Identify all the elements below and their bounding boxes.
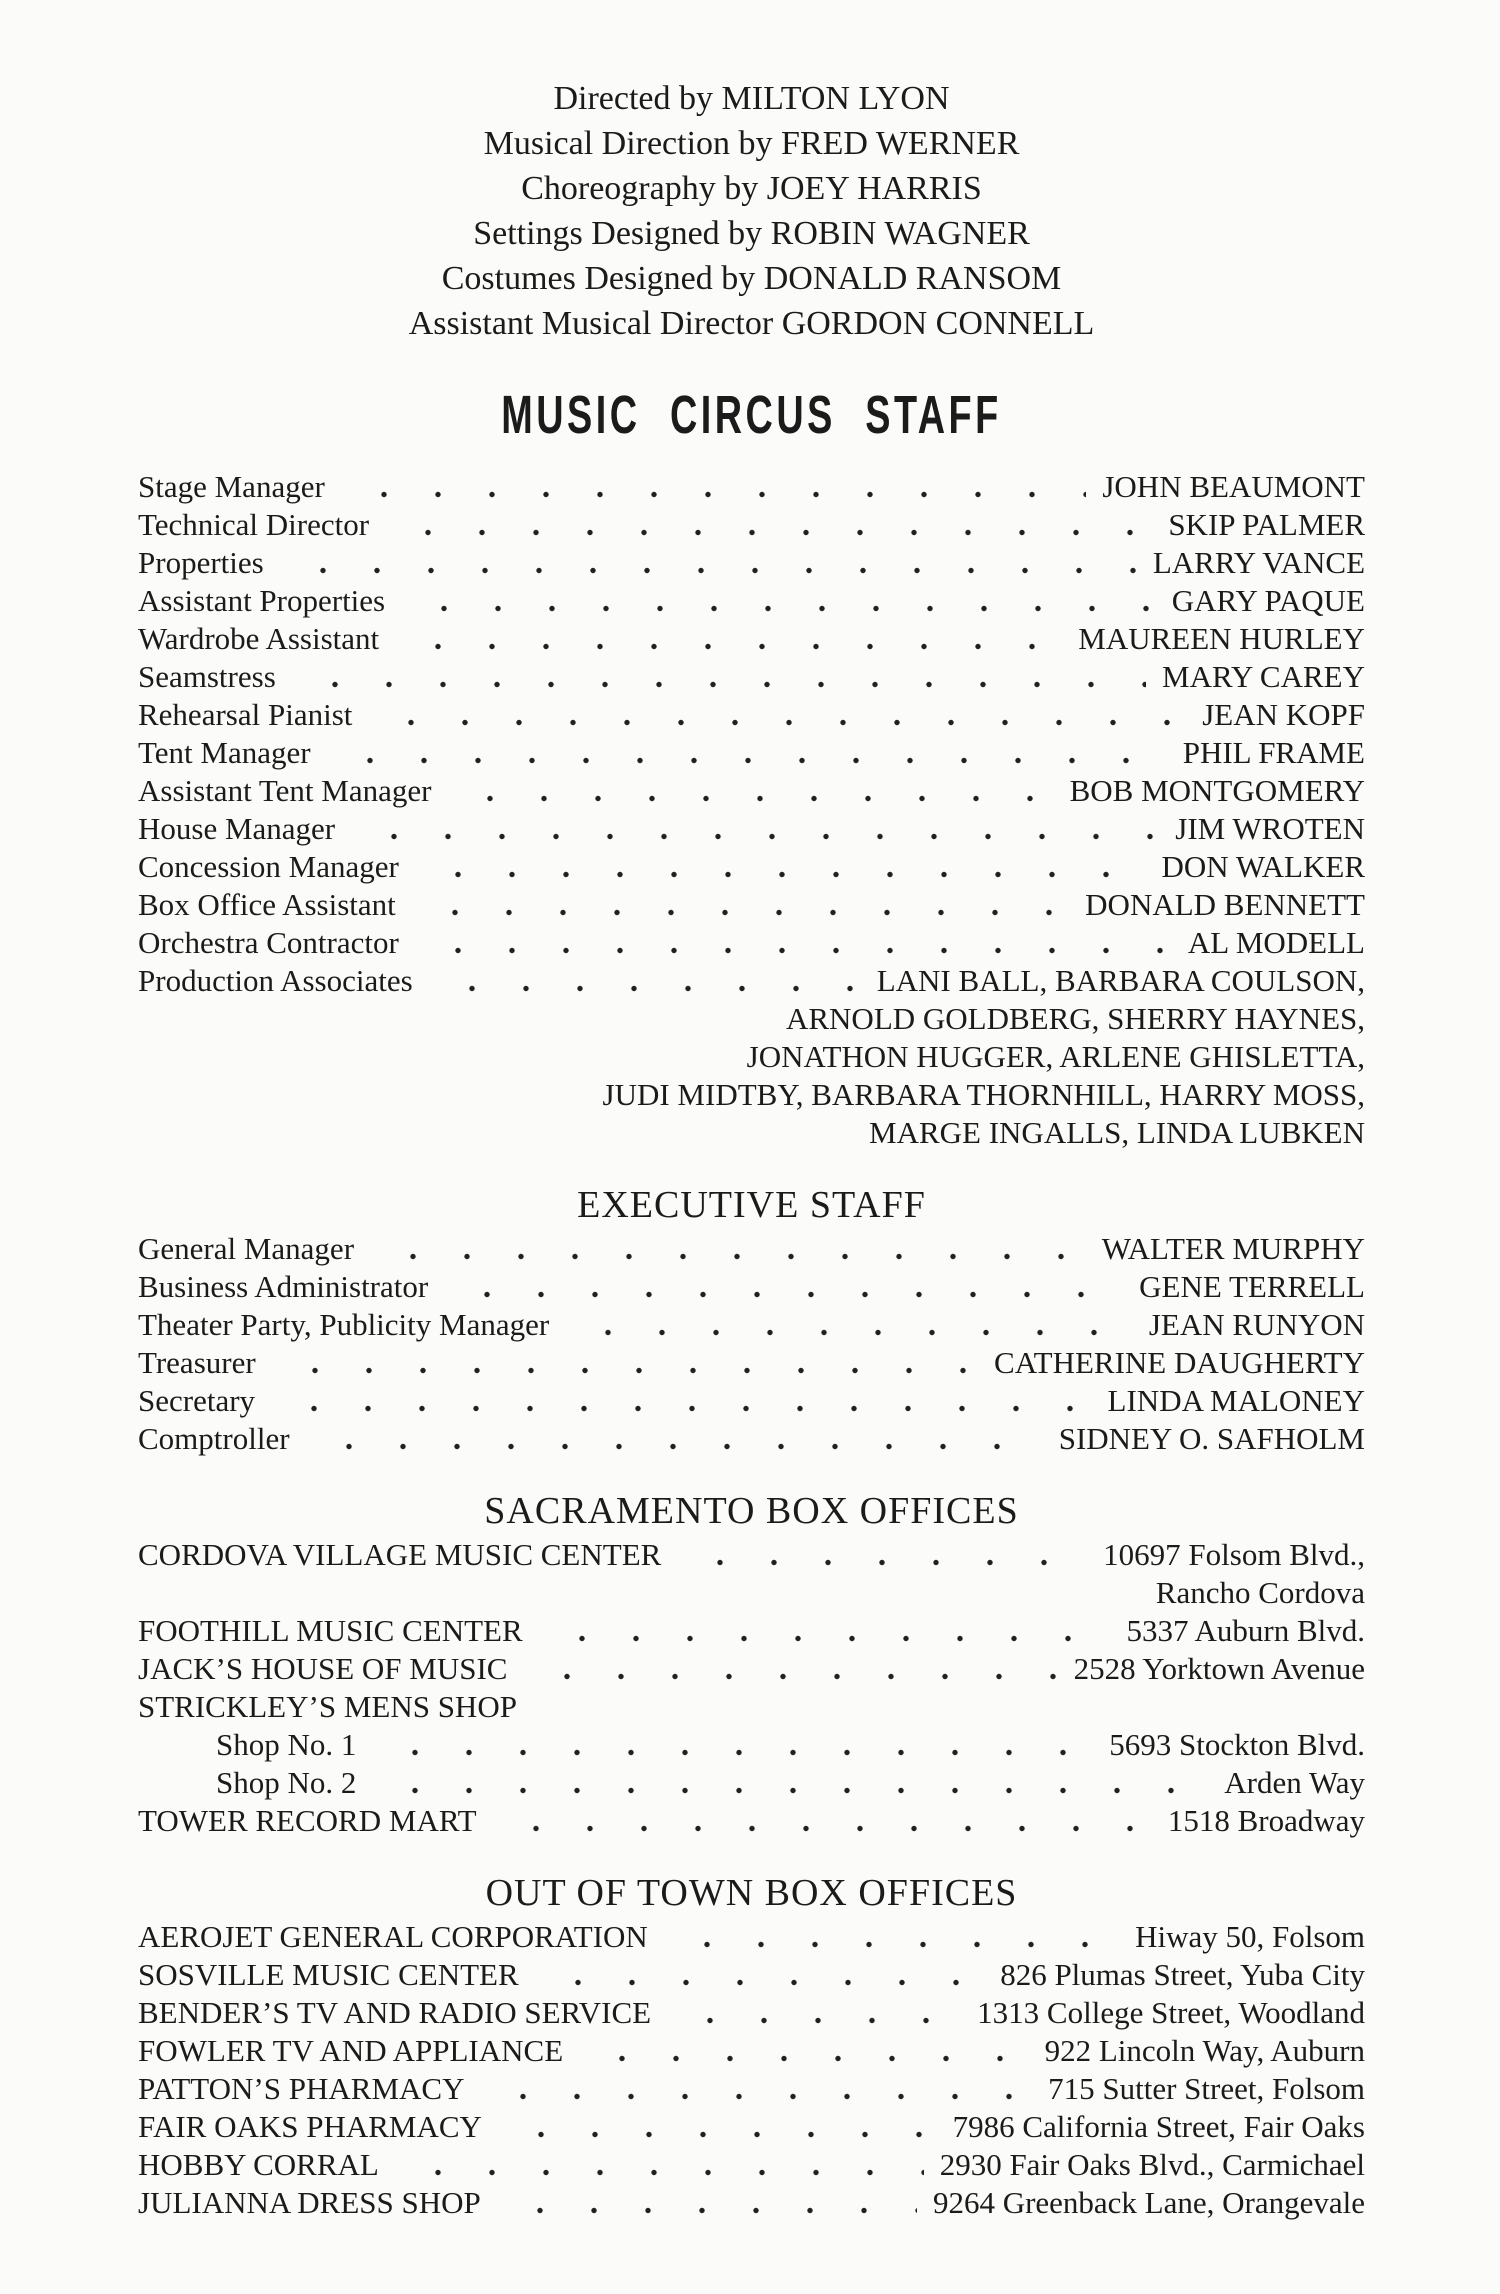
row-value: MARY CAREY (1162, 659, 1365, 694)
section-heading: SACRAMENTO BOX OFFICES (484, 1490, 1019, 1532)
dot-leader (314, 1420, 1043, 1458)
table-row (138, 1420, 1365, 1458)
dot-leader (501, 1802, 1152, 1840)
table-row (138, 468, 1365, 506)
row-value: 2528 Yorktown Avenue (1073, 1651, 1365, 1686)
row-value: 10697 Folsom Blvd., (1103, 1537, 1365, 1572)
row-value: 5693 Stockton Blvd. (1109, 1727, 1365, 1762)
dot-leader (587, 2032, 1028, 2070)
row-value: LANI BALL, BARBARA COULSON, (876, 963, 1365, 998)
dot-leader (532, 1650, 1058, 1688)
dot-leader (437, 962, 861, 1000)
section-music-circus-staff (138, 385, 1365, 1152)
credit-line: Assistant Musical Director GORDON CONNELL (408, 305, 1095, 342)
row-label: Properties (138, 545, 264, 580)
staff-sections (138, 385, 1365, 2222)
credit-line: Choreography by JOEY HARRIS (521, 170, 982, 207)
row-label: Orchestra Contractor (138, 925, 399, 960)
table-row (138, 1268, 1365, 1306)
row-label: JACK’S HOUSE OF MUSIC (138, 1651, 508, 1686)
row-label: FOWLER TV AND APPLIANCE (138, 2033, 564, 2068)
row-label: HOBBY CORRAL (138, 2147, 379, 2182)
table-row (138, 2184, 1365, 2222)
dot-leader (455, 772, 1053, 810)
table-row (138, 696, 1365, 734)
row-label: Tent Manager (138, 735, 311, 770)
dot-leader (393, 506, 1152, 544)
row-label: Assistant Properties (138, 583, 386, 618)
table-row (138, 1994, 1365, 2032)
dot-leader (488, 2070, 1032, 2108)
dot-leader (672, 1918, 1119, 1956)
row-value: 826 Plumas Street, Yuba City (1000, 1957, 1365, 1992)
row-label: Treasurer (138, 1345, 256, 1380)
row-value: SKIP PALMER (1168, 507, 1365, 542)
row-label: Theater Party, Publicity Manager (138, 1307, 550, 1342)
table-row (138, 1956, 1365, 1994)
row-label: Shop No. 1 (216, 1727, 357, 1762)
table-row (138, 772, 1365, 810)
row-value: Hiway 50, Folsom (1135, 1919, 1365, 1954)
row-label: PATTON’S PHARMACY (138, 2071, 465, 2106)
table-row (138, 1726, 1365, 1764)
row-value: JOHN BEAUMONT (1102, 469, 1365, 504)
row-value: Arden Way (1224, 1765, 1365, 1800)
row-value: SIDNEY O. SAFHOLM (1058, 1421, 1365, 1456)
table-row (138, 2108, 1365, 2146)
production-credits (138, 76, 1365, 346)
dot-leader (380, 1726, 1093, 1764)
row-label: Seamstress (138, 659, 276, 694)
row-label: Concession Manager (138, 849, 399, 884)
table-row (138, 924, 1365, 962)
row-value-continuation: ARNOLD GOLDBERG, SHERRY HAYNES, (785, 1001, 1365, 1036)
row-value: WALTER MURPHY (1101, 1231, 1365, 1266)
row-label: FOOTHILL MUSIC CENTER (138, 1613, 523, 1648)
row-value: JIM WROTEN (1175, 811, 1365, 846)
table-row (138, 886, 1365, 924)
dot-leader (573, 1306, 1133, 1344)
dot-leader (403, 2146, 924, 2184)
table-row (138, 962, 1365, 1000)
row-value: 2930 Fair Oaks Blvd., Carmichael (939, 2147, 1365, 2182)
row-label: Production Associates (138, 963, 413, 998)
table-row (138, 2032, 1365, 2070)
table-row (138, 2146, 1365, 2184)
row-label: Comptroller (138, 1421, 290, 1456)
table-row (138, 848, 1365, 886)
row-label: FAIR OAKS PHARMACY (138, 2109, 482, 2144)
dot-leader (675, 1994, 961, 2032)
table-row (138, 1688, 1365, 1726)
row-label: Box Office Assistant (138, 887, 396, 922)
dot-leader (279, 1382, 1092, 1420)
table-row (138, 620, 1365, 658)
table-row (138, 1382, 1365, 1420)
row-value: JEAN KOPF (1202, 697, 1365, 732)
dot-leader (288, 544, 1137, 582)
row-label: TOWER RECORD MART (138, 1803, 477, 1838)
row-label: STRICKLEY’S MENS SHOP (138, 1689, 517, 1724)
table-row (138, 582, 1365, 620)
row-label: AEROJET GENERAL CORPORATION (138, 1919, 648, 1954)
row-label: JULIANNA DRESS SHOP (138, 2185, 481, 2220)
row-label: Rehearsal Pianist (138, 697, 353, 732)
table-row (138, 658, 1365, 696)
row-value: 5337 Auburn Blvd. (1126, 1613, 1365, 1648)
dot-leader (420, 886, 1069, 924)
row-value: 1518 Broadway (1167, 1803, 1365, 1838)
row-label: CORDOVA VILLAGE MUSIC CENTER (138, 1537, 662, 1572)
row-value-continuation: MARGE INGALLS, LINDA LUBKEN (869, 1115, 1365, 1150)
dot-leader (380, 1764, 1208, 1802)
dot-leader (403, 620, 1062, 658)
row-value: MAUREEN HURLEY (1078, 621, 1365, 656)
row-label: Assistant Tent Manager (138, 773, 432, 808)
dot-leader (409, 582, 1156, 620)
credit-line: Musical Direction by FRED WERNER (483, 125, 1020, 162)
row-value: BOB MONTGOMERY (1069, 773, 1365, 808)
row-value: DON WALKER (1161, 849, 1365, 884)
dot-leader (378, 1230, 1086, 1268)
row-label: House Manager (138, 811, 336, 846)
table-row (138, 810, 1365, 848)
dot-leader (506, 2108, 937, 2146)
row-value: 922 Lincoln Way, Auburn (1044, 2033, 1365, 2068)
dot-leader (300, 658, 1146, 696)
row-value: LARRY VANCE (1152, 545, 1365, 580)
row-value: AL MODELL (1187, 925, 1365, 960)
table-row (138, 506, 1365, 544)
section-heading: OUT OF TOWN BOX OFFICES (485, 1872, 1018, 1914)
row-label: SOSVILLE MUSIC CENTER (138, 1957, 519, 1992)
credit-line: Directed by MILTON LYON (553, 80, 950, 117)
credit-line: Costumes Designed by DONALD RANSOM (441, 260, 1062, 297)
table-row (138, 1612, 1365, 1650)
dot-leader (547, 1612, 1111, 1650)
row-value: GARY PAQUE (1171, 583, 1365, 618)
section-heading (138, 385, 1365, 456)
section-out-of-town-box-offices (138, 1870, 1365, 2222)
credit-line: Settings Designed by ROBIN WAGNER (473, 215, 1030, 252)
dot-leader (543, 1956, 985, 1994)
row-value: GENE TERRELL (1139, 1269, 1365, 1304)
dot-leader (685, 1536, 1087, 1574)
table-row (138, 1764, 1365, 1802)
row-label: Technical Director (138, 507, 370, 542)
table-row (138, 1306, 1365, 1344)
dot-leader (376, 696, 1186, 734)
row-value: DONALD BENNETT (1085, 887, 1365, 922)
row-value: PHIL FRAME (1182, 735, 1365, 770)
dot-leader (359, 810, 1159, 848)
row-value: LINDA MALONEY (1107, 1383, 1365, 1418)
row-value: CATHERINE DAUGHERTY (994, 1345, 1365, 1380)
dot-leader (505, 2184, 917, 2222)
row-label: Secretary (138, 1383, 256, 1418)
table-row (138, 544, 1365, 582)
dot-leader (423, 848, 1146, 886)
row-value: JEAN RUNYON (1148, 1307, 1365, 1342)
row-label: Shop No. 2 (216, 1765, 357, 1800)
dot-leader (423, 924, 1172, 962)
dot-leader (280, 1344, 978, 1382)
row-value: 715 Sutter Street, Folsom (1048, 2071, 1365, 2106)
section-sacramento-box-offices (138, 1488, 1365, 1840)
section-executive-staff (138, 1182, 1365, 1458)
row-value: 7986 California Street, Fair Oaks (952, 2109, 1365, 2144)
table-row (138, 734, 1365, 772)
table-row (138, 1650, 1365, 1688)
row-label: BENDER’S TV AND RADIO SERVICE (138, 1995, 652, 2030)
row-value-continuation: Rancho Cordova (1155, 1575, 1365, 1610)
row-label: Wardrobe Assistant (138, 621, 380, 656)
section-heading: EXECUTIVE STAFF (577, 1184, 926, 1226)
table-row (138, 1344, 1365, 1382)
row-value: 1313 College Street, Woodland (977, 1995, 1365, 2030)
row-label: Business Administrator (138, 1269, 429, 1304)
row-label: Stage Manager (138, 469, 325, 504)
table-row (138, 2070, 1365, 2108)
row-value-continuation: JONATHON HUGGER, ARLENE GHISLETTA, (746, 1039, 1365, 1074)
table-row (138, 1536, 1365, 1574)
dot-leader (452, 1268, 1123, 1306)
row-label: General Manager (138, 1231, 355, 1266)
dot-leader (349, 468, 1087, 506)
dot-leader (335, 734, 1167, 772)
row-value-continuation: JUDI MIDTBY, BARBARA THORNHILL, HARRY MOSS, (602, 1077, 1365, 1112)
section-heading-text: MUSIC CIRCUS STAFF (501, 385, 1002, 445)
row-value: 9264 Greenback Lane, Orangevale (932, 2185, 1365, 2220)
table-row (138, 1230, 1365, 1268)
table-row (138, 1918, 1365, 1956)
table-row (138, 1802, 1365, 1840)
